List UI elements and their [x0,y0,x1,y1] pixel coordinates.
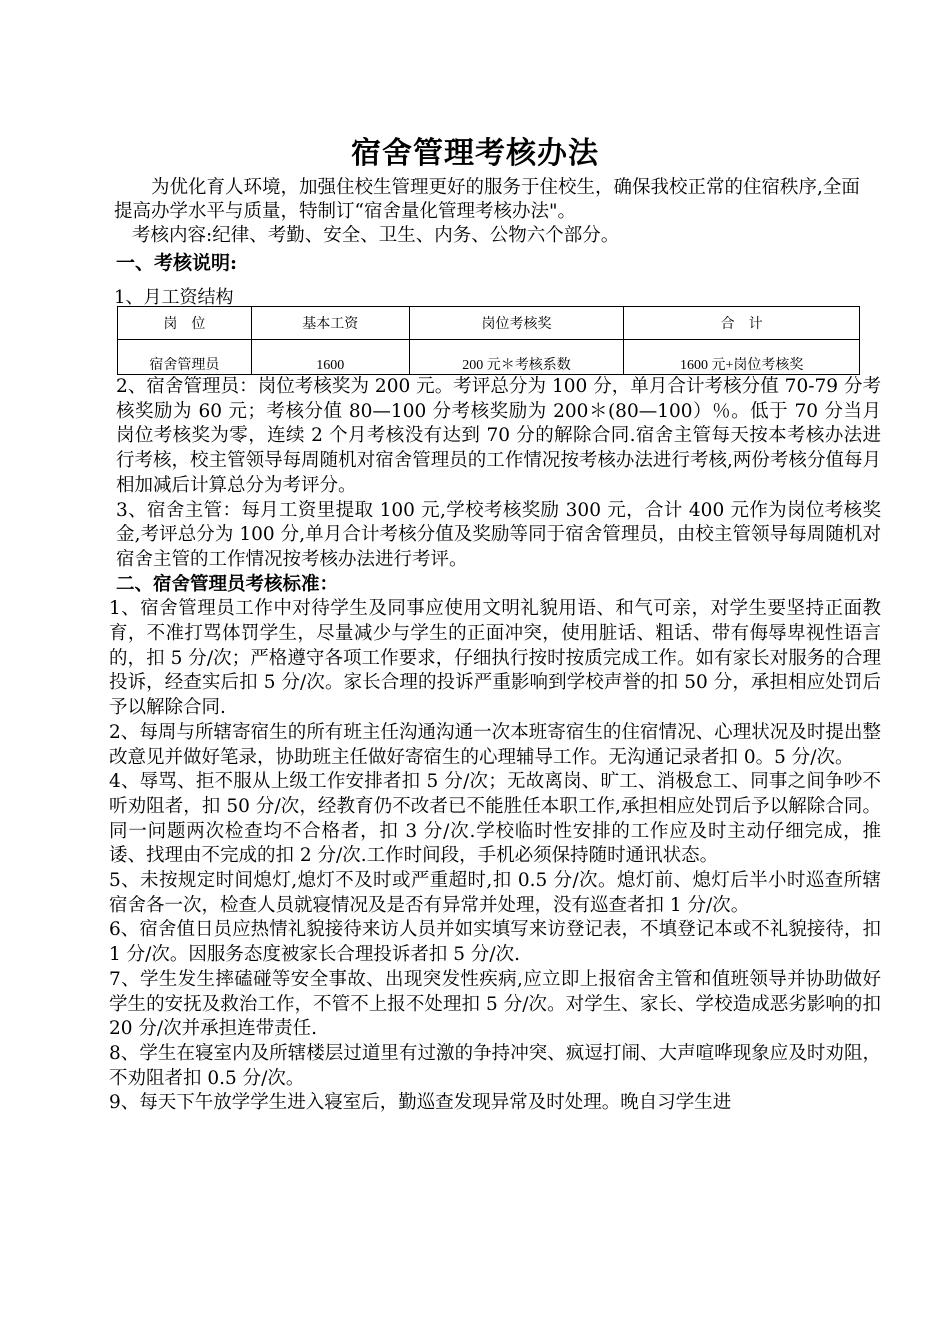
table-header-cell: 岗位考核奖 [409,307,624,340]
section-heading-assessment-notes: 一、考核说明: [116,252,238,274]
body-paragraph: 7、学生发生摔磕碰等安全事故、出现突发性疾病,应立即上报宿舍主管和值班领导并协助做好学生的安抚及救治工作，不管不上报不处理扣 5 分/次。对学生、家长、学校造成恶劣影响的扣 20 分/次并承担连带责任. [109,968,881,1040]
table-cell: 1600 [251,340,409,375]
subheading-monthly-wage: 1、月工资结构 [114,287,234,308]
table-cell: 200 元＊考核系数 [409,340,624,375]
table-header-cell: 岗 位 [118,307,252,340]
section-heading: 二、宿舍管理员考核标准： [116,573,339,595]
body-text [109,375,881,1116]
document-title: 宿舍管理考核办法 [351,136,599,171]
assessment-content-line: 考核内容:纪律、考勤、安全、卫生、内务、公物六个部分。 [132,225,620,246]
table-header-row [118,307,860,340]
intro-paragraph: 为优化育人环境，加强住校生管理更好的服务于住校生，确保我校正常的住宿秩序,全面提高办学水平与质量，特制订“宿舍量化管理考核办法"。 [114,177,860,222]
body-paragraph: 6、宿舍值日员应热情礼貌接待来访人员并如实填写来访登记表，不填登记本或不礼貌接待，扣 1 分/次。因服务态度被家长合理投诉者扣 5 分/次. [109,919,881,966]
body-paragraph: 4、辱骂、拒不服从上级工作安排者扣 5 分/次；无故离岗、旷工、消极怠工、同事之间争吵不听劝阻者，扣 50 分/次，经教育仍不改者已不能胜任本职工作,承担相应处罚后予以解除合同。同一问题两次检查均不合格者，扣 3 分/次.学校临时性安排的工作应及时主动仔细完成，推诿、找理由不完成的扣 2 分/次.工作时间段，手机必须保持随时通讯状态。 [109,771,881,867]
body-paragraph: 1、宿舍管理员工作中对待学生及同事应使用文明礼貌用语、和气可亲，对学生要坚持正面教育，不准打骂体罚学生，尽量减少与学生的正面冲突，使用脏话、粗话、带有侮辱卑视性语言的，扣 5 分/次；严格遵守各项工作要求，仔细执行按时按质完成工作。如有家长对服务的合理投诉，经查实后扣 5 分/次。家长合理的投诉严重影响到学校声誉的扣 50 分，承担相应处罚后予以解除合同. [109,598,881,719]
body-paragraph: 9、每天下午放学学生进入寝室后，勤巡查发现异常及时处理。晚自习学生进 [109,1092,732,1114]
wage-structure-table [117,306,860,375]
table-cell: 宿舍管理员 [118,340,252,375]
table-cell: 1600 元+岗位考核奖 [624,340,860,375]
intro-block [114,176,874,248]
body-paragraph: 8、学生在寝室内及所辖楼层过道里有过激的争持冲突、疯逗打闹、大声喧哗现象应及时劝阻，不劝阻者扣 0.5 分/次。 [109,1042,881,1089]
body-paragraph: 2、宿舍管理员：岗位考核奖为 200 元。考评总分为 100 分，单月合计考核分值 70-79 分考核奖励为 60 元；考核分值 80—100 分考核奖励为 200＊(80—100）％。低于 70 分当月岗位考核奖为零，连续 2 个月考核没有达到 70 分的解除合同.宿舍主管每天按本考核办法进行考核，校主管领导每周随机对宿舍管理员的工作情况按考核办法进行考核,两份考核分值每月相加减后计算总分为考评分。 [116,376,881,496]
body-paragraph: 3、宿舍主管：每月工资里提取 100 元,学校考核奖励 300 元，合计 400 元作为岗位考核奖金,考评总分为 100 分,单月合计考核分值及奖励等同于宿舍管理员，由校主管领导每周随机对宿舍主管的工作情况按考核办法进行考评。 [116,499,881,570]
table-header-cell: 合 计 [624,307,860,340]
body-paragraph: 5、未按规定时间熄灯,熄灯不及时或严重超时,扣 0.5 分/次。熄灯前、熄灯后半小时巡查所辖宿舍各一次，检查人员就寝情况及是否有异常并处理，没有巡查者扣 1 分/次。 [109,870,881,916]
table-row [118,340,860,375]
body-paragraph: 2、每周与所辖寄宿生的所有班主任沟通沟通一次本班寄宿生的住宿情况、心理状况及时提出整改意见并做好笔录，协助班主任做好寄宿生的心理辅导工作。无沟通记录者扣 0。5 分/次。 [109,721,881,768]
table-header-cell: 基本工资 [251,307,409,340]
